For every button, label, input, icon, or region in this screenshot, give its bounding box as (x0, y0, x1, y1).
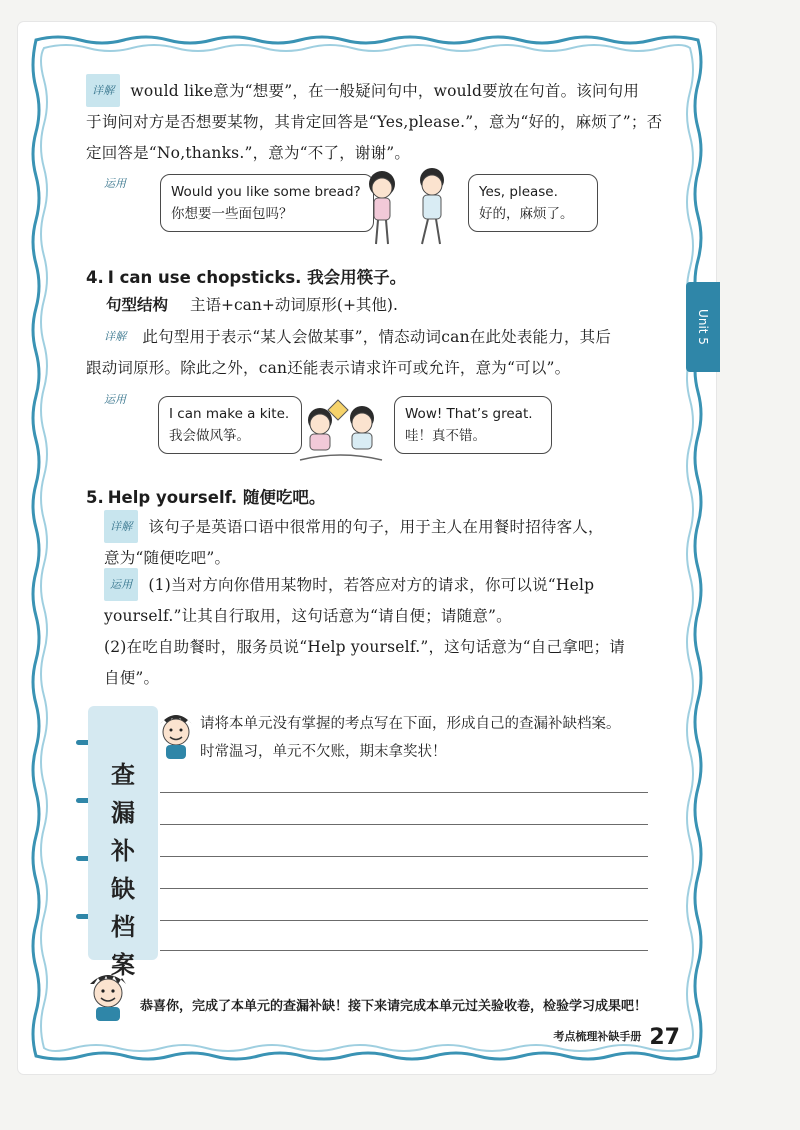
review-title-char: 档 (111, 913, 135, 941)
bubble-en: I can make a kite. (169, 406, 290, 422)
review-title-panel (88, 706, 158, 979)
explain-tag: 详解 (86, 74, 120, 107)
review-title-char: 漏 (111, 799, 135, 827)
block3-line-1: 详解 would like意为“想要”，在一般疑问句中，would要放在句首。该问句用 (86, 74, 676, 107)
writing-line[interactable] (160, 920, 648, 921)
item5-use-line-4: 自便”。 (104, 669, 160, 687)
writing-line[interactable] (160, 950, 648, 951)
review-title-char: 案 (111, 951, 135, 979)
item4-title: I can use chopsticks. 我会用筷子。 (107, 268, 407, 287)
block3-explain (86, 74, 676, 169)
bubble-en: Yes, please. (479, 184, 558, 200)
review-title-char: 查 (111, 761, 135, 789)
structure-label: 句型结构 (106, 296, 169, 314)
item4-line-1: 详解 此句型用于表示“某人会做某事”，情态动词can在此处表能力，其后 (104, 320, 684, 353)
item4-explain (86, 320, 684, 384)
item4-line-2: 跟动词原形。除此之外，can还能表示请求许可或允许，意为“可以”。 (86, 359, 571, 377)
writing-line[interactable] (160, 888, 648, 889)
speech-bubble-right (394, 396, 552, 454)
unit-tab-label: Unit 5 (696, 309, 710, 345)
item4-heading (86, 264, 406, 288)
bubble-zh: 你想要一些面包吗？ (171, 206, 293, 222)
structure-text: 主语+can+动词原形(+其他). (190, 296, 398, 314)
item5-use-line-3: (2)在吃自助餐时，服务员说“Help yourself.”，这句话意为“自己拿吧；请 (104, 638, 626, 656)
explain-tag: 详解 (104, 330, 127, 343)
writing-line[interactable] (160, 824, 648, 825)
item5-explain (104, 510, 684, 574)
block3-line-3: 定回答是“No,thanks.”，意为“不了，谢谢”。 (86, 144, 411, 162)
writing-line[interactable] (160, 792, 648, 793)
bubble-zh: 好的，麻烦了。 (479, 206, 574, 222)
review-text-line-1: 请将本单元没有掌握的考点写在下面，形成自己的查漏补缺档案。 (200, 716, 621, 732)
page-footer (500, 1025, 680, 1050)
review-title-char: 补 (111, 837, 135, 865)
speech-bubble-left (160, 174, 374, 232)
block3-use-tag: 运用 (104, 177, 126, 190)
item5-use-line-1: 运用 (1)当对方向你借用某物时，若答应对方的请求，你可以说“Help (104, 568, 684, 601)
explain-tag: 详解 (104, 510, 138, 543)
page-number: 27 (649, 1025, 680, 1050)
congratulations-note: 恭喜你，完成了本单元的查漏补缺！接下来请完成本单元过关验收卷，检验学习成果吧！ (140, 999, 648, 1014)
item5-line-1: 详解 该句子是英语口语中很常用的句子，用于主人在用餐时招待客人， (104, 510, 684, 543)
bubble-en: Would you like some bread? (171, 184, 361, 200)
writing-line[interactable] (160, 856, 648, 857)
bubble-en: Wow! That’s great. (405, 406, 533, 422)
item5-line-2: 意为“随便吃吧”。 (104, 549, 231, 567)
boy-mascot-icon (154, 706, 198, 762)
speech-bubble-left (158, 396, 302, 454)
kite-kids-illustration (290, 394, 390, 466)
item5-use (104, 568, 684, 694)
use-tag: 运用 (104, 568, 138, 601)
bubble-zh: 我会做风筝。 (169, 428, 250, 444)
review-section (88, 700, 648, 979)
review-text-line-2: 时常温习，单元不欠账，期末拿奖状！ (200, 744, 447, 760)
footer-title: 考点梳理补缺手册 (553, 1030, 642, 1043)
kids-illustration (356, 164, 460, 250)
review-instructions (200, 710, 650, 766)
item4-structure (106, 290, 398, 321)
item5-heading (86, 484, 325, 508)
review-title-char: 缺 (111, 875, 135, 903)
item4-use-tag: 运用 (104, 393, 126, 406)
item5-use-line-2: yourself.”让其自行取用，这句话意为“请自便；请随意”。 (104, 607, 512, 625)
boy-mascot-bottom-icon (84, 966, 132, 1022)
item5-number: 5. (86, 488, 104, 507)
item5-title: Help yourself. 随便吃吧。 (107, 488, 326, 507)
unit-side-tab (686, 282, 720, 372)
block3-line-2: 于询问对方是否想要某物，其肯定回答是“Yes,please.”，意为“好的，麻烦了”；否 (86, 113, 663, 131)
bubble-zh: 哇！真不错。 (405, 428, 486, 444)
item4-number: 4. (86, 268, 104, 287)
speech-bubble-right (468, 174, 598, 232)
